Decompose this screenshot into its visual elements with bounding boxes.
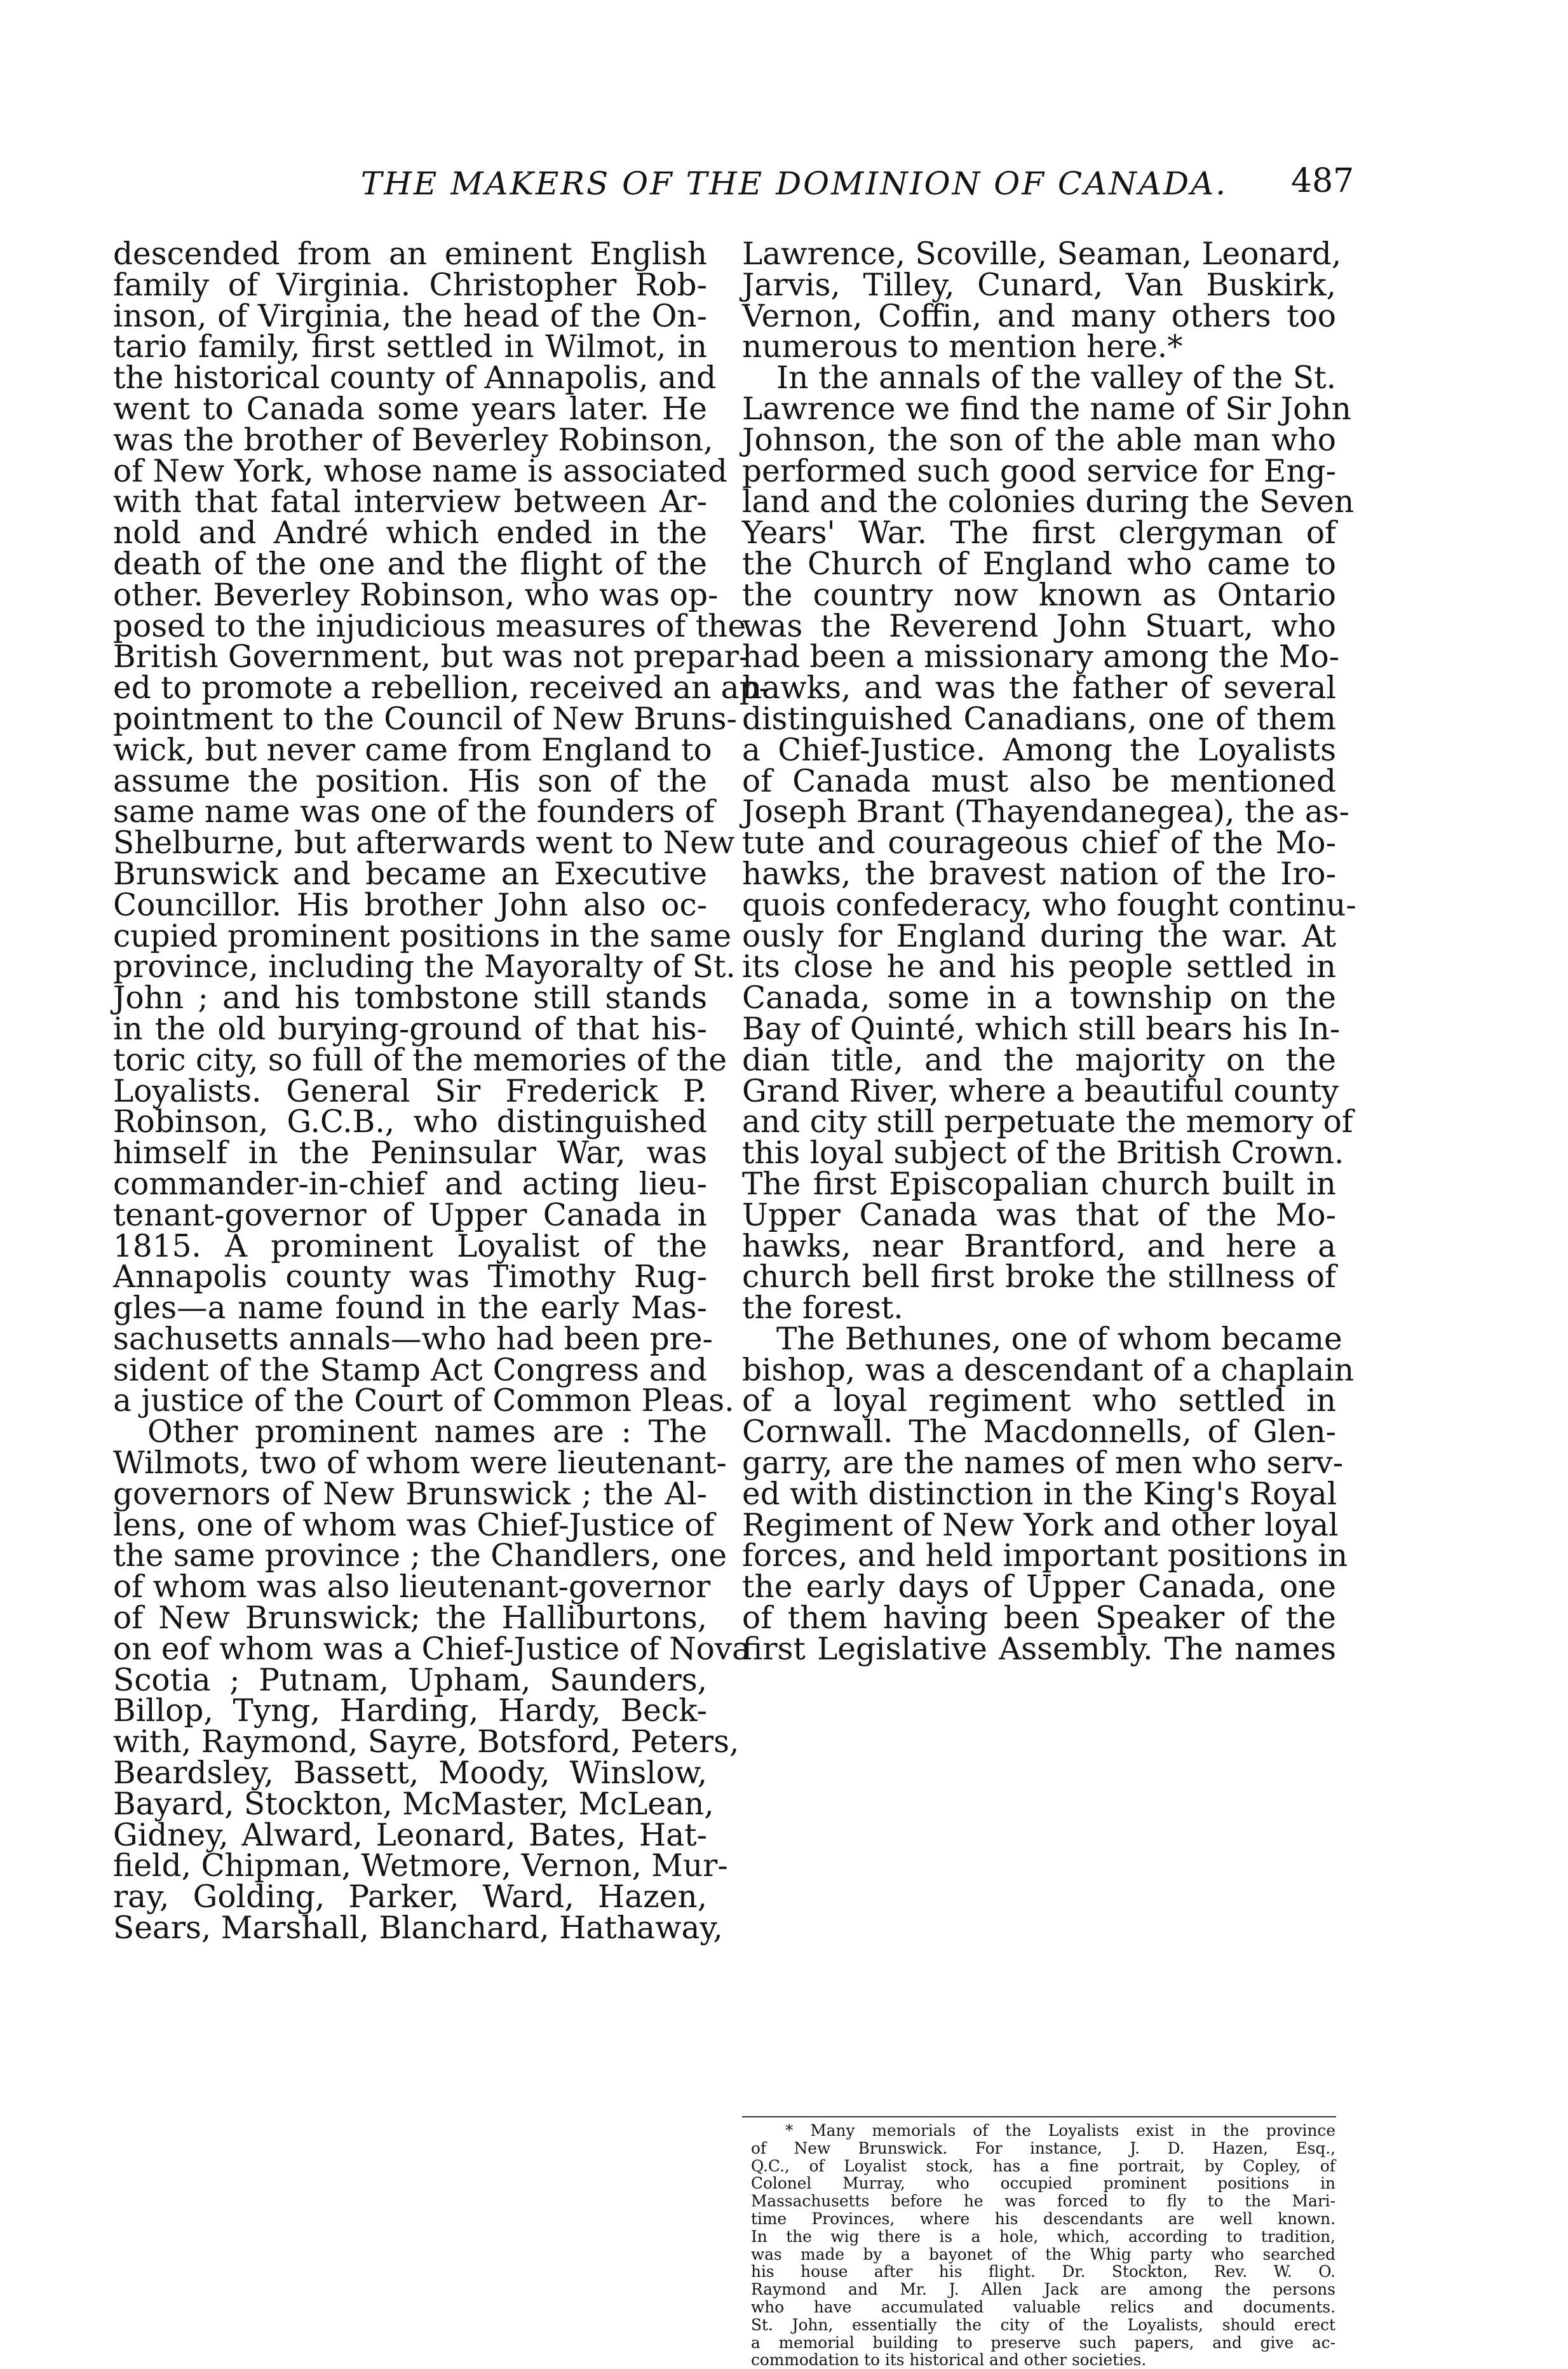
text-line: Scotia ; Putnam, Upham, Saunders, — [113, 1662, 707, 1698]
text-line: wick, but never came from England to — [113, 732, 712, 768]
text-line: In the annals of the valley of the St. — [776, 360, 1336, 396]
text-line: gles—a name found in the early Mas- — [113, 1290, 707, 1326]
left-text-column — [113, 236, 770, 1947]
text-line: dian title, and the majority on the — [742, 1042, 1336, 1078]
footnote-line: time Provinces, where his descendants are well known. — [751, 2209, 1335, 2228]
footnote-line: Raymond and Mr. J. Allen Jack are among the persons — [751, 2280, 1335, 2299]
text-line: tute and courageous chief of the Mo- — [742, 825, 1336, 861]
text-line: its close he and his people settled in — [742, 949, 1336, 985]
text-line: nold and André which ended in the — [113, 515, 707, 551]
text-line: Grand River, where a beautiful county — [742, 1073, 1339, 1109]
text-line: garry, are the names of men who serv- — [742, 1445, 1344, 1481]
text-line: the country now known as Ontario — [742, 577, 1336, 613]
text-line: bishop, was a descendant of a chaplain — [742, 1352, 1355, 1388]
text-line: Loyalists. General Sir Frederick P. — [113, 1073, 707, 1109]
text-line: posed to the injudicious measures of the — [113, 608, 747, 644]
text-line: Annapolis county was Timothy Rug- — [113, 1259, 707, 1295]
text-line: sachusetts annals—who had been pre- — [113, 1321, 713, 1357]
text-line: cupied prominent positions in the same — [113, 918, 732, 954]
text-line: went to Canada some years later. He — [113, 391, 707, 427]
text-line: Billop, Tyng, Harding, Hardy, Beck- — [113, 1693, 707, 1729]
footnote-line: a memorial building to preserve such papers, and give ac- — [751, 2333, 1335, 2352]
text-line: a justice of the Court of Common Pleas. — [113, 1383, 734, 1419]
text-line: with, Raymond, Sayre, Botsford, Peters, — [113, 1724, 740, 1760]
text-line: the historical county of Annapolis, and — [113, 360, 717, 396]
running-header: THE MAKERS OF THE DOMINION OF CANADA. — [360, 165, 1228, 202]
text-line: of New York, whose name is associated — [113, 453, 727, 489]
text-line: performed such good service for Eng- — [742, 453, 1336, 489]
text-line: numerous to mention here.* — [742, 329, 1183, 365]
text-line: governors of New Brunswick ; the Al- — [113, 1476, 707, 1512]
text-line: ray, Golding, Parker, Ward, Hazen, — [113, 1879, 707, 1915]
text-line: of whom was also lieutenant-governor — [113, 1569, 711, 1605]
text-line: the same province ; the Chandlers, one — [113, 1538, 727, 1574]
text-line: Bayard, Stockton, McMaster, McLean, — [113, 1786, 714, 1822]
text-line: Joseph Brant (Thayendanegea), the as- — [742, 794, 1349, 830]
text-line: a Chief-Justice. Among the Loyalists — [742, 732, 1336, 768]
text-line: was the Reverend John Stuart, who — [742, 608, 1336, 644]
text-line: John ; and his tombstone still stands — [113, 980, 707, 1016]
text-line: hawks, the bravest nation of the Iro- — [742, 856, 1336, 892]
text-line: the early days of Upper Canada, one — [742, 1569, 1336, 1605]
text-line: field, Chipman, Wetmore, Vernon, Mur- — [113, 1848, 728, 1884]
text-line: descended from an eminent English — [113, 236, 707, 272]
right-text-column — [742, 236, 1356, 1667]
text-line: Robinson, G.C.B., who distinguished — [113, 1104, 707, 1140]
footnote-line: In the wig there is a hole, which, according to tradition, — [751, 2227, 1335, 2246]
text-line: himself in the Peninsular War, was — [113, 1135, 707, 1171]
footnote-line: Colonel Murray, who occupied prominent positions in — [751, 2174, 1335, 2193]
text-line: was the brother of Beverley Robinson, — [113, 422, 713, 458]
text-line: in the old burying-ground of that his- — [113, 1011, 707, 1047]
footnote-line: who have accumulated valuable relics and documents. — [751, 2297, 1335, 2316]
text-line: 1815. A prominent Loyalist of the — [113, 1228, 707, 1264]
text-line: church bell first broke the stillness of — [742, 1259, 1336, 1295]
text-line: Regiment of New York and other loyal — [742, 1507, 1339, 1543]
text-line: inson, of Virginia, the head of the On- — [113, 298, 707, 334]
text-line: Gidney, Alward, Leonard, Bates, Hat- — [113, 1817, 707, 1853]
text-line: hawks, and was the father of several — [742, 670, 1336, 706]
text-line: Wilmots, two of whom were lieutenant- — [113, 1445, 727, 1481]
text-line: Upper Canada was that of the Mo- — [742, 1197, 1336, 1233]
text-line: The first Episcopalian church built in — [742, 1166, 1336, 1202]
text-line: Beardsley, Bassett, Moody, Winslow, — [113, 1755, 707, 1792]
text-line: this loyal subject of the British Crown. — [742, 1135, 1344, 1171]
text-line: British Government, but was not prepar- — [113, 639, 750, 675]
text-line: Johnson, the son of the able man who — [742, 422, 1336, 458]
footnote — [751, 2122, 1335, 2369]
text-line: first Legislative Assembly. The names — [742, 1631, 1336, 1667]
text-line: with that fatal interview between Ar- — [113, 484, 707, 520]
footnote-line: of New Brunswick. For instance, J. D. Hazen, Esq., — [751, 2138, 1335, 2157]
footnote-line: his house after his flight. Dr. Stockton, Rev. W. O. — [751, 2262, 1335, 2281]
text-line: The Bethunes, one of whom became — [776, 1321, 1342, 1357]
text-line: Sears, Marshall, Blanchard, Hathaway, — [113, 1910, 723, 1947]
text-line: commander-in-chief and acting lieu- — [113, 1166, 707, 1202]
text-line: Canada, some in a township on the — [742, 980, 1336, 1016]
text-line: death of the one and the flight of the — [113, 546, 707, 582]
footnote-line: * Many memorials of the Loyalists exist in the province — [785, 2121, 1335, 2140]
text-line: forces, and held important positions in — [742, 1538, 1348, 1574]
text-line: Years' War. The first clergyman of — [742, 515, 1336, 551]
text-line: and city still perpetuate the memory of — [742, 1104, 1353, 1140]
page-number: 487 — [1291, 162, 1355, 200]
text-line: of a loyal regiment who settled in — [742, 1383, 1336, 1419]
footnote-divider — [742, 2116, 1336, 2117]
text-line: Lawrence, Scoville, Seaman, Leonard, — [742, 236, 1342, 272]
text-line: Brunswick and became an Executive — [113, 856, 707, 892]
text-line: of New Brunswick; the Halliburtons, — [113, 1600, 707, 1637]
text-line: same name was one of the founders of — [113, 794, 715, 830]
text-line: Jarvis, Tilley, Cunard, Van Buskirk, — [742, 267, 1336, 303]
text-line: the forest. — [742, 1290, 903, 1326]
text-line: Vernon, Coffin, and many others too — [742, 298, 1336, 334]
text-line: pointment to the Council of New Bruns- — [113, 701, 737, 737]
text-line: toric city, so full of the memories of the — [113, 1042, 727, 1078]
text-line: on eof whom was a Chief-Justice of Nova — [113, 1631, 751, 1667]
footnote-line: Q.C., of Loyalist stock, has a fine portrait, by Copley, of — [751, 2156, 1335, 2175]
text-line: lens, one of whom was Chief-Justice of — [113, 1507, 715, 1543]
text-line: sident of the Stamp Act Congress and — [113, 1352, 707, 1388]
text-line: other. Beverley Robinson, who was op- — [113, 577, 719, 613]
text-line: of Canada must also be mentioned — [742, 763, 1336, 799]
text-line: Lawrence we find the name of Sir John — [742, 391, 1351, 427]
footnote-line: was made by a bayonet of the Whig party who searched — [751, 2244, 1335, 2264]
text-line: ed to promote a rebellion, received an ap- — [113, 670, 770, 706]
footnote-line: St. John, essentially the city of the Loyalists, should erect — [751, 2315, 1335, 2334]
text-line: quois confederacy, who fought continu- — [742, 887, 1356, 923]
text-line: ed with distinction in the King's Royal — [742, 1476, 1337, 1512]
text-line: of them having been Speaker of the — [742, 1600, 1336, 1637]
text-line: family of Virginia. Christopher Rob- — [113, 267, 707, 303]
text-line: distinguished Canadians, one of them — [742, 701, 1336, 737]
text-line: tenant-governor of Upper Canada in — [113, 1197, 707, 1233]
text-line: Cornwall. The Macdonnells, of Glen- — [742, 1414, 1336, 1450]
text-line: had been a missionary among the Mo- — [742, 639, 1340, 675]
text-line: Councillor. His brother John also oc- — [113, 887, 707, 923]
footnote-line: commodation to its historical and other societies. — [751, 2351, 1147, 2369]
text-line: Other prominent names are : The — [147, 1414, 707, 1450]
text-line: land and the colonies during the Seven — [742, 484, 1355, 520]
text-line: ously for England during the war. At — [742, 918, 1336, 954]
text-line: Shelburne, but afterwards went to New — [113, 825, 735, 861]
text-line: Bay of Quinté, which still bears his In- — [742, 1011, 1341, 1047]
footnote-line: Massachusetts before he was forced to fly to the Mari- — [751, 2192, 1335, 2211]
text-line: assume the position. His son of the — [113, 763, 707, 799]
text-line: tario family, first settled in Wilmot, in — [113, 329, 707, 365]
text-line: hawks, near Brantford, and here a — [742, 1228, 1336, 1264]
text-line: the Church of England who came to — [742, 546, 1336, 582]
text-line: province, including the Mayoralty of St. — [113, 949, 736, 985]
